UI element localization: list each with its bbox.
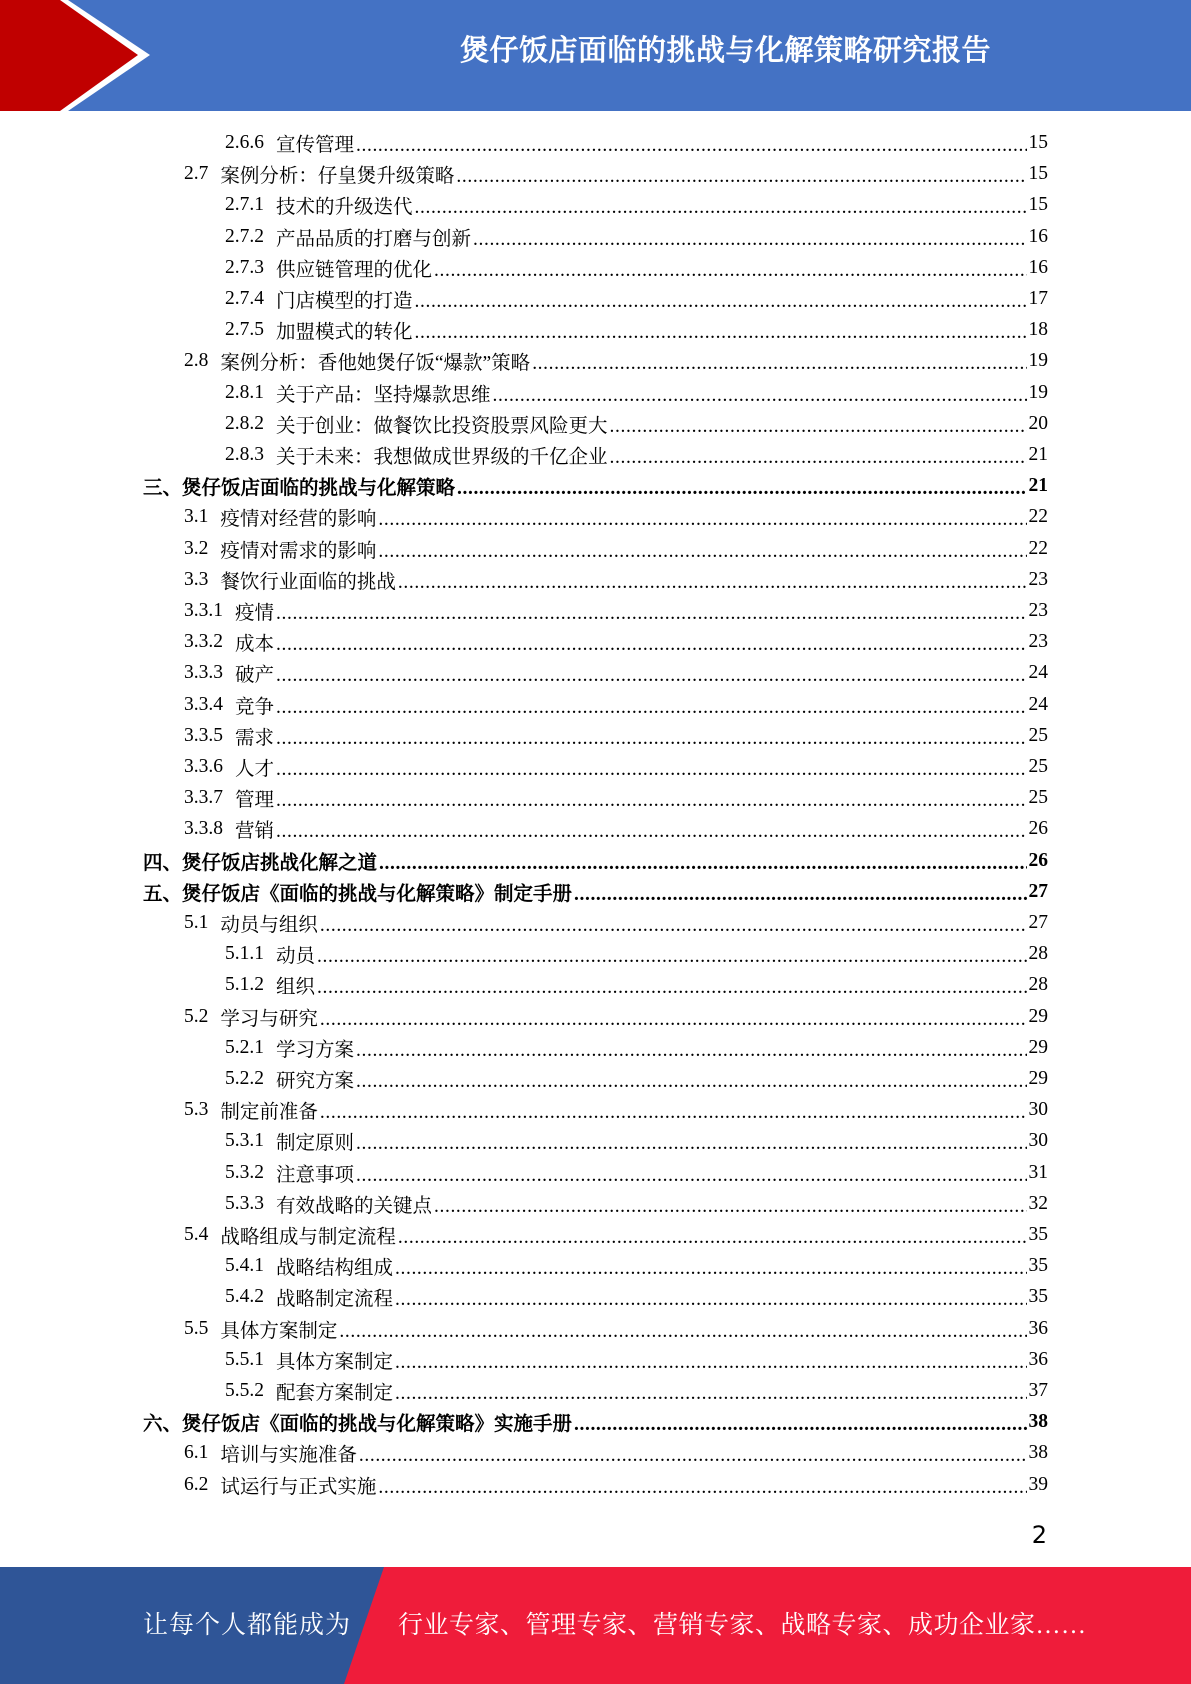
toc-entry-number: 5.4.1 [225,1254,264,1276]
toc-entry[interactable] [184,1437,1048,1468]
toc-entry-number: 3.2 [184,537,209,559]
toc-dot-leader [356,1071,1026,1093]
toc-entry-number: 3.3 [184,568,209,590]
toc-entry-number: 3.3.8 [184,817,223,839]
toc-entry-title: 配套方案制定 [276,1382,394,1404]
toc-entry[interactable] [225,314,1048,345]
toc-entry-number: 2.8 [184,349,209,371]
page-footer [0,1567,1191,1684]
toc-entry-title: 动员与组织 [220,914,318,936]
toc-entry-page: 16 [1028,256,1048,278]
toc-entry-number: 5.3.1 [225,1129,264,1151]
toc-dot-leader [457,478,1026,500]
toc-dot-leader [532,353,1026,375]
toc-entry[interactable] [225,1344,1048,1375]
toc-entry-page: 26 [1028,817,1048,839]
toc-entry-page: 23 [1028,630,1048,652]
toc-entry-title: 学习方案 [276,1039,355,1061]
toc-entry[interactable] [225,1063,1048,1094]
toc-entry-page: 18 [1028,318,1048,340]
toc-entry-number: 6.2 [184,1473,209,1495]
toc-entry-page: 30 [1028,1098,1048,1120]
toc-entry-title: 疫情对经营的影响 [220,508,377,530]
toc-entry[interactable] [184,626,1048,657]
toc-entry[interactable] [184,501,1048,532]
toc-entry-title: 案例分析：香他她煲仔饭“爆款”策略 [220,352,531,374]
toc-entry-title: 战略制定流程 [276,1288,394,1310]
toc-dot-leader [398,572,1027,594]
toc-entry[interactable] [225,127,1048,158]
toc-entry-page: 35 [1028,1223,1048,1245]
toc-entry-title: 营销 [235,820,275,842]
toc-dot-leader [356,1165,1026,1187]
toc-dot-leader [320,1009,1027,1031]
toc-entry[interactable] [184,564,1048,595]
toc-entry[interactable] [184,595,1048,626]
toc-entry[interactable] [184,813,1048,844]
page-number: 2 [1031,1521,1047,1549]
toc-entry-page: 26 [1028,849,1048,871]
toc-entry-title: 注意事项 [276,1164,355,1186]
toc-entry-number: 3.3.4 [184,693,223,715]
toc-entry-title: 具体方案制定 [276,1351,394,1373]
toc-dot-leader [379,853,1026,875]
toc-entry-title: 疫情对需求的影响 [220,540,377,562]
toc-dot-leader [276,759,1026,781]
toc-entry-page: 39 [1028,1473,1048,1495]
toc-entry[interactable] [143,876,1048,907]
toc-dot-leader [317,977,1026,999]
toc-entry-title: 制定原则 [276,1132,355,1154]
toc-dot-leader [276,603,1026,625]
toc-entry[interactable] [225,1281,1048,1312]
toc-entry-page: 20 [1028,412,1048,434]
toc-entry-title: 组织 [276,976,316,998]
toc-entry[interactable] [184,1313,1048,1344]
toc-entry-page: 38 [1028,1441,1048,1463]
toc-entry-title: 成本 [235,633,275,655]
toc-entry-title: 加盟模式的转化 [276,321,413,343]
toc-dot-leader [493,385,1027,407]
toc-dot-leader [276,728,1026,750]
toc-dot-leader [395,1258,1026,1280]
toc-dot-leader [434,1196,1026,1218]
toc-dot-leader [456,166,1026,188]
toc-dot-leader [434,260,1026,282]
toc-entry-title: 需求 [235,727,275,749]
toc-entry-page: 15 [1028,193,1048,215]
toc-entry-page: 35 [1028,1254,1048,1276]
toc-dot-leader [415,322,1027,344]
toc-entry-number: 5.5.2 [225,1379,264,1401]
toc-dot-leader [356,135,1026,157]
toc-entry-title: 供应链管理的优化 [276,259,433,281]
toc-dot-leader [473,229,1026,251]
toc-entry-number: 5.1 [184,911,209,933]
toc-entry-number: 2.7.2 [225,225,264,247]
toc-entry[interactable] [225,221,1048,252]
toc-entry-number: 5.5.1 [225,1348,264,1370]
toc-entry-page: 27 [1028,911,1048,933]
toc-entry-page: 30 [1028,1129,1048,1151]
toc-entry-title: 制定前准备 [220,1101,318,1123]
toc-dot-leader [378,509,1026,531]
toc-dot-leader [378,1477,1026,1499]
toc-entry-page: 32 [1028,1192,1048,1214]
toc-entry-number: 5.4 [184,1223,209,1245]
toc-dot-leader [317,946,1026,968]
toc-entry-page: 25 [1028,724,1048,746]
toc-dot-leader [610,447,1027,469]
toc-dot-leader [395,1383,1026,1405]
toc-entry-page: 28 [1028,973,1048,995]
toc-entry-page: 36 [1028,1317,1048,1339]
toc-entry[interactable] [184,158,1048,189]
toc-entry-title: 有效战略的关键点 [276,1195,433,1217]
toc-dot-leader [276,665,1026,687]
toc-entry[interactable] [225,377,1048,408]
toc-entry[interactable] [225,408,1048,439]
toc-entry-number: 6.1 [184,1441,209,1463]
toc-dot-leader [276,790,1026,812]
toc-entry-title: 四、煲仔饭店挑战化解之道 [143,852,378,874]
toc-entry-title: 门店模型的打造 [276,290,413,312]
toc-entry-page: 25 [1028,755,1048,777]
toc-entry-number: 2.7.3 [225,256,264,278]
toc-dot-leader [378,541,1026,563]
toc-entry-number: 2.7.5 [225,318,264,340]
toc-entry-title: 具体方案制定 [220,1320,338,1342]
toc-entry[interactable] [184,751,1048,782]
toc-entry[interactable] [225,1125,1048,1156]
toc-entry-number: 2.7 [184,162,209,184]
toc-dot-leader [320,915,1027,937]
toc-entry[interactable] [225,1157,1048,1188]
toc-dot-leader [415,197,1027,219]
toc-entry-number: 5.2 [184,1005,209,1027]
toc-entry-number: 5.3.3 [225,1192,264,1214]
toc-dot-leader [276,821,1026,843]
toc-entry-number: 5.2.2 [225,1067,264,1089]
toc-entry-title: 学习与研究 [220,1008,318,1030]
toc-dot-leader [356,1133,1026,1155]
toc-dot-leader [395,1352,1026,1374]
toc-dot-leader [276,634,1026,656]
toc-entry-number: 5.5 [184,1317,209,1339]
toc-entry-title: 餐饮行业面临的挑战 [220,571,396,593]
toc-entry-number: 5.3 [184,1098,209,1120]
toc-entry[interactable] [184,689,1048,720]
toc-entry-page: 27 [1028,880,1048,902]
toc-entry-title: 培训与实施准备 [220,1444,357,1466]
toc-entry-page: 29 [1028,1005,1048,1027]
toc-entry-page: 19 [1028,381,1048,403]
toc-entry-title: 管理 [235,789,275,811]
toc-dot-leader [610,416,1027,438]
footer-slogan-right: 行业专家、管理专家、营销专家、战略专家、成功企业家…… [398,1612,1087,1639]
toc-entry[interactable] [184,657,1048,688]
toc-entry-title: 疫情 [235,602,275,624]
toc-entry-page: 31 [1028,1161,1048,1183]
toc-entry[interactable] [225,252,1048,283]
toc-entry-page: 19 [1028,349,1048,371]
toc-entry-title: 三、煲仔饭店面临的挑战与化解策略 [143,477,456,499]
toc-entry-number: 5.2.1 [225,1036,264,1058]
footer-slogan-left: 让每个人都能成为 [143,1612,352,1639]
toc-entry-number: 3.3.1 [184,599,223,621]
toc-entry-page: 17 [1028,287,1048,309]
toc-entry-title: 竞争 [235,696,275,718]
toc-entry[interactable] [225,1375,1048,1406]
toc-entry[interactable] [225,189,1048,220]
toc-entry-number: 2.8.2 [225,412,264,434]
toc-entry[interactable] [143,1406,1048,1437]
toc-entry[interactable] [184,1094,1048,1125]
toc-entry-page: 29 [1028,1067,1048,1089]
toc-entry-title: 试运行与正式实施 [220,1476,377,1498]
toc-entry-number: 2.7.1 [225,193,264,215]
toc-entry[interactable] [184,1001,1048,1032]
toc-entry[interactable] [225,1032,1048,1063]
toc-entry-page: 21 [1028,443,1048,465]
toc-entry-title: 关于创业：做餐饮比投资股票风险更大 [276,415,608,437]
toc-entry-page: 22 [1028,537,1048,559]
toc-entry[interactable] [225,1250,1048,1281]
toc-entry-number: 3.3.3 [184,661,223,683]
toc-dot-leader [415,291,1027,313]
toc-entry-page: 22 [1028,505,1048,527]
toc-dot-leader [574,1414,1026,1436]
toc-entry-number: 3.3.6 [184,755,223,777]
toc-entry-number: 2.8.3 [225,443,264,465]
toc-entry-title: 战略结构组成 [276,1257,394,1279]
toc-entry[interactable] [184,533,1048,564]
toc-entry-page: 15 [1028,131,1048,153]
toc-entry-title: 战略组成与制定流程 [220,1226,396,1248]
toc-entry[interactable] [225,1188,1048,1219]
toc-dot-leader [320,1102,1027,1124]
toc-entry-number: 2.8.1 [225,381,264,403]
toc-entry-title: 宣传管理 [276,134,355,156]
toc-entry-title: 技术的升级迭代 [276,196,413,218]
toc-entry-number: 3.3.7 [184,786,223,808]
toc-entry-title: 动员 [276,945,316,967]
toc-entry-title: 关于未来：我想做成世界级的千亿企业 [276,446,608,468]
toc-entry-number: 2.6.6 [225,131,264,153]
toc-entry[interactable] [225,283,1048,314]
toc-entry[interactable] [225,969,1048,1000]
toc-entry-page: 35 [1028,1285,1048,1307]
toc-entry-page: 29 [1028,1036,1048,1058]
toc-entry-title: 破产 [235,664,275,686]
page-header [0,0,1191,111]
toc-entry-number: 3.3.5 [184,724,223,746]
toc-entry-title: 五、煲仔饭店《面临的挑战与化解策略》制定手册 [143,883,573,905]
toc-entry[interactable] [184,720,1048,751]
toc-entry[interactable] [184,345,1048,376]
toc-entry[interactable] [225,938,1048,969]
toc-entry-page: 24 [1028,693,1048,715]
toc-entry[interactable] [184,1469,1048,1500]
toc-entry-page: 24 [1028,661,1048,683]
toc-entry-number: 3.1 [184,505,209,527]
toc-entry-page: 21 [1028,474,1048,496]
toc-entry[interactable] [184,907,1048,938]
toc-dot-leader [359,1445,1027,1467]
toc-entry-number: 2.7.4 [225,287,264,309]
toc-dot-leader [276,697,1026,719]
toc-entry-number: 5.1.2 [225,973,264,995]
toc-entry-page: 23 [1028,599,1048,621]
toc-entry-number: 3.3.2 [184,630,223,652]
toc-entry[interactable] [184,782,1048,813]
toc-entry-page: 37 [1028,1379,1048,1401]
toc-entry-title: 研究方案 [276,1070,355,1092]
toc-entry-title: 关于产品：坚持爆款思维 [276,384,491,406]
toc-entry-title: 案例分析：仔皇煲升级策略 [220,165,455,187]
toc-entry[interactable] [225,439,1048,470]
toc-entry[interactable] [143,470,1048,501]
toc-entry-page: 25 [1028,786,1048,808]
toc-entry-title: 六、煲仔饭店《面临的挑战与化解策略》实施手册 [143,1413,573,1435]
toc-entry-page: 16 [1028,225,1048,247]
toc-entry-title: 产品品质的打磨与创新 [276,228,472,250]
toc-entry-page: 38 [1028,1410,1048,1432]
toc-entry-page: 23 [1028,568,1048,590]
toc-entry-page: 28 [1028,942,1048,964]
toc-entry-number: 5.3.2 [225,1161,264,1183]
toc-dot-leader [395,1289,1026,1311]
header-title: 煲仔饭店面临的挑战与化解策略研究报告 [459,33,991,67]
toc-dot-leader [356,1040,1026,1062]
toc-entry[interactable] [184,1219,1048,1250]
toc-dot-leader [574,884,1026,906]
toc-entry-number: 5.4.2 [225,1285,264,1307]
toc-entry-page: 36 [1028,1348,1048,1370]
toc-entry-page: 15 [1028,162,1048,184]
toc-entry[interactable] [143,845,1048,876]
toc-entry-title: 人才 [235,758,275,780]
toc-entry-number: 5.1.1 [225,942,264,964]
toc-dot-leader [339,1321,1026,1343]
toc-dot-leader [398,1227,1027,1249]
